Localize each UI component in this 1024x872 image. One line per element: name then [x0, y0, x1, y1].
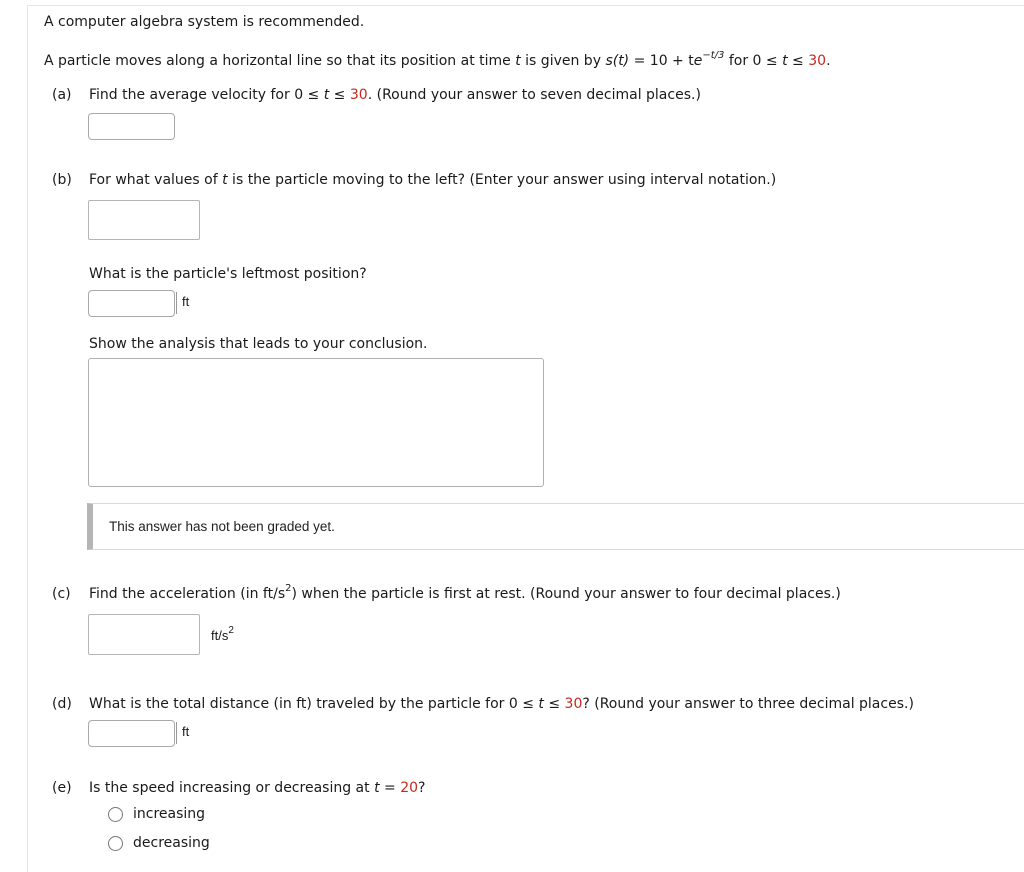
- recommendation-text: A computer algebra system is recommended.: [44, 14, 365, 30]
- analysis-prompt: Show the analysis that leads to your conclusion.: [89, 336, 428, 352]
- total-distance-unit: ft: [176, 722, 189, 744]
- part-d-question: What is the total distance (in ft) traveled by the particle for 0 ≤ t ≤ 30? (Round your answer to three decimal places.): [89, 696, 914, 712]
- part-e-question: Is the speed increasing or decreasing at t = 20?: [89, 780, 426, 796]
- increasing-label[interactable]: increasing: [133, 806, 206, 822]
- acceleration-input[interactable]: [88, 614, 200, 655]
- leftmost-position-question: What is the particle's leftmost position?: [89, 266, 367, 282]
- part-a-label: (a): [52, 87, 72, 103]
- increasing-radio[interactable]: [108, 807, 123, 822]
- average-velocity-input[interactable]: [88, 113, 175, 140]
- part-a-question: Find the average velocity for 0 ≤ t ≤ 30. (Round your answer to seven decimal places.): [89, 87, 701, 103]
- part-c-label: (c): [52, 586, 71, 602]
- interval-input[interactable]: [88, 200, 200, 240]
- leftmost-unit: ft: [176, 292, 189, 314]
- problem-statement: A particle moves along a horizontal line so that its position at time t is given by $s(t) = 10 + te^{-t/3}$ for 0 ≤ t ≤ 30.: [44, 50, 831, 69]
- part-b-question: For what values of t is the particle moving to the left? (Enter your answer using interval notation.): [89, 172, 777, 188]
- decreasing-radio[interactable]: [108, 836, 123, 851]
- part-d-label: (d): [52, 696, 72, 712]
- part-b-label: (b): [52, 172, 72, 188]
- acceleration-unit: $ft/s^2$: [211, 625, 234, 643]
- part-c-question: Find the acceleration (in $ft/s^2$) when the particle is first at rest. (Round your answer to four decimal places.): [89, 583, 841, 602]
- leftmost-position-input[interactable]: [88, 290, 175, 317]
- graded-notice-text: This answer has not been graded yet.: [109, 519, 335, 534]
- total-distance-input[interactable]: [88, 720, 175, 747]
- analysis-textarea[interactable]: [88, 358, 544, 487]
- decreasing-label[interactable]: decreasing: [133, 835, 210, 851]
- graded-notice: [87, 503, 1024, 550]
- part-e-label: (e): [52, 780, 72, 796]
